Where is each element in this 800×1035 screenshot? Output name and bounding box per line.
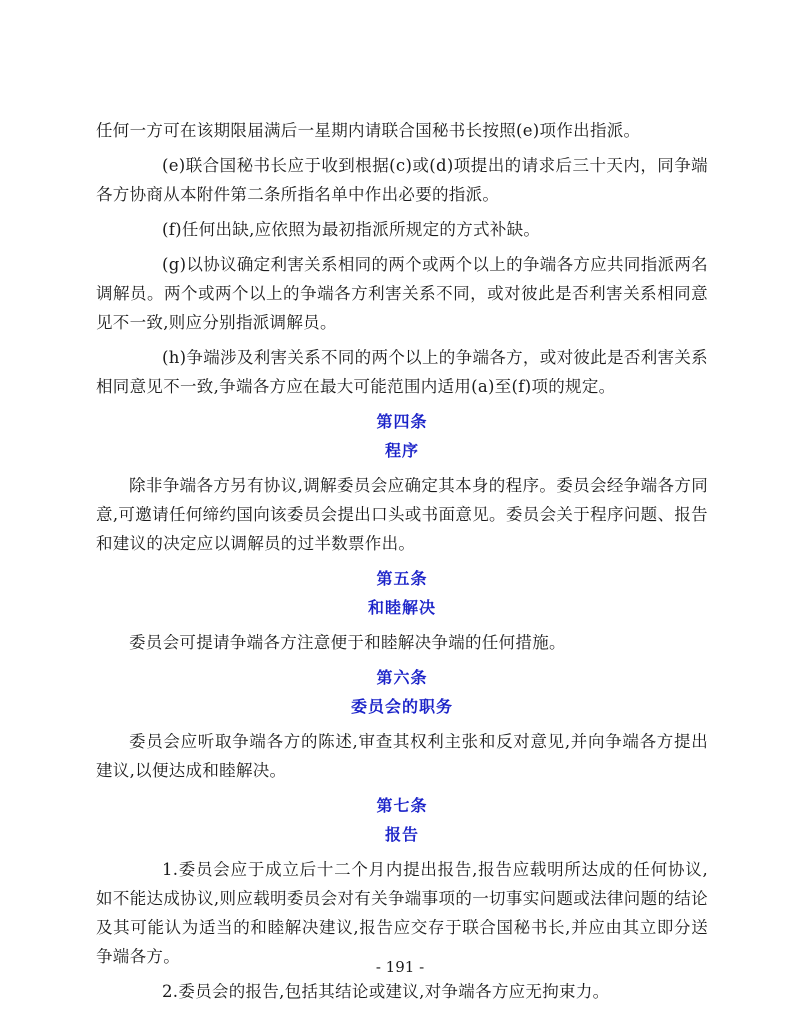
paragraph-text: 任何出缺,应依照为最初指派所规定的方式补缺。 bbox=[181, 220, 541, 239]
paragraph-text: 委员会应于成立后十二个月内提出报告,报告应载明所达成的任何协议,如不能达成协议,则应载明委员会对有关争端事项的一切事实问题或法律问题的结论及其可能认为适当的和睦解决建议,报告应交存于联合国秘书长,并应由其立即分送争端各方。 bbox=[96, 860, 708, 966]
paragraph-continuation bbox=[96, 116, 708, 145]
item-label: 1. bbox=[162, 860, 179, 879]
article-7-item-1 bbox=[96, 855, 708, 971]
paragraph-text: 以协议确定利害关系相同的两个或两个以上的争端各方应共同指派两名调解员。两个或两个以上的争端各方利害关系不同，或对彼此是否利害关系相同意见不一致,则应分别指派调解员。 bbox=[96, 255, 708, 332]
article-7-number: 第七条 bbox=[376, 796, 428, 815]
article-4-number: 第四条 bbox=[376, 412, 428, 431]
article-6-number: 第六条 bbox=[376, 668, 428, 687]
article-5-text: 委员会可提请争端各方注意便于和睦解决争端的任何措施。 bbox=[129, 633, 566, 652]
item-label: (e) bbox=[162, 156, 186, 175]
article-6-title: 委员会的职务 bbox=[350, 697, 453, 716]
paragraph-item-f bbox=[96, 215, 708, 244]
article-7-item-2 bbox=[96, 977, 708, 1006]
document-body bbox=[96, 116, 708, 1012]
article-7-title: 报告 bbox=[384, 825, 419, 844]
paragraph-text: 委员会的报告,包括其结论或建议,对争端各方应无拘束力。 bbox=[178, 982, 610, 1001]
article-5-title: 和睦解决 bbox=[367, 598, 436, 617]
paragraph-text: 争端涉及利害关系不同的两个以上的争端各方，或对彼此是否利害关系相同意见不一致,争端各方应在最大可能范围内适用(a)至(f)项的规定。 bbox=[96, 348, 708, 396]
paragraph-text: 任何一方可在该期限届满后一星期内请联合国秘书长按照(e)项作出指派。 bbox=[96, 121, 641, 140]
item-label: (f) bbox=[162, 220, 182, 239]
paragraph-text: 联合国秘书长应于收到根据(c)或(d)项提出的请求后三十天内，同争端各方协商从本附件第二条所指名单中作出必要的指派。 bbox=[96, 156, 708, 204]
article-6-text: 委员会应听取争端各方的陈述,审查其权利主张和反对意见,并向争端各方提出建议,以便达成和睦解决。 bbox=[96, 732, 708, 780]
item-label: 2. bbox=[162, 982, 179, 1001]
item-label: (g) bbox=[162, 255, 187, 274]
item-label: (h) bbox=[162, 348, 187, 367]
article-4-title: 程序 bbox=[384, 441, 419, 460]
paragraph-item-h bbox=[96, 343, 708, 401]
paragraph-item-g bbox=[96, 250, 708, 337]
article-4-text: 除非争端各方另有协议,调解委员会应确定其本身的程序。委员会经争端各方同意,可邀请任何缔约国向该委员会提出口头或书面意见。委员会关于程序问题、报告和建议的决定应以调解员的过半数票作出。 bbox=[96, 476, 708, 553]
page-number: - 191 - bbox=[375, 958, 425, 976]
paragraph-item-e bbox=[96, 151, 708, 209]
article-5-number: 第五条 bbox=[376, 569, 428, 588]
